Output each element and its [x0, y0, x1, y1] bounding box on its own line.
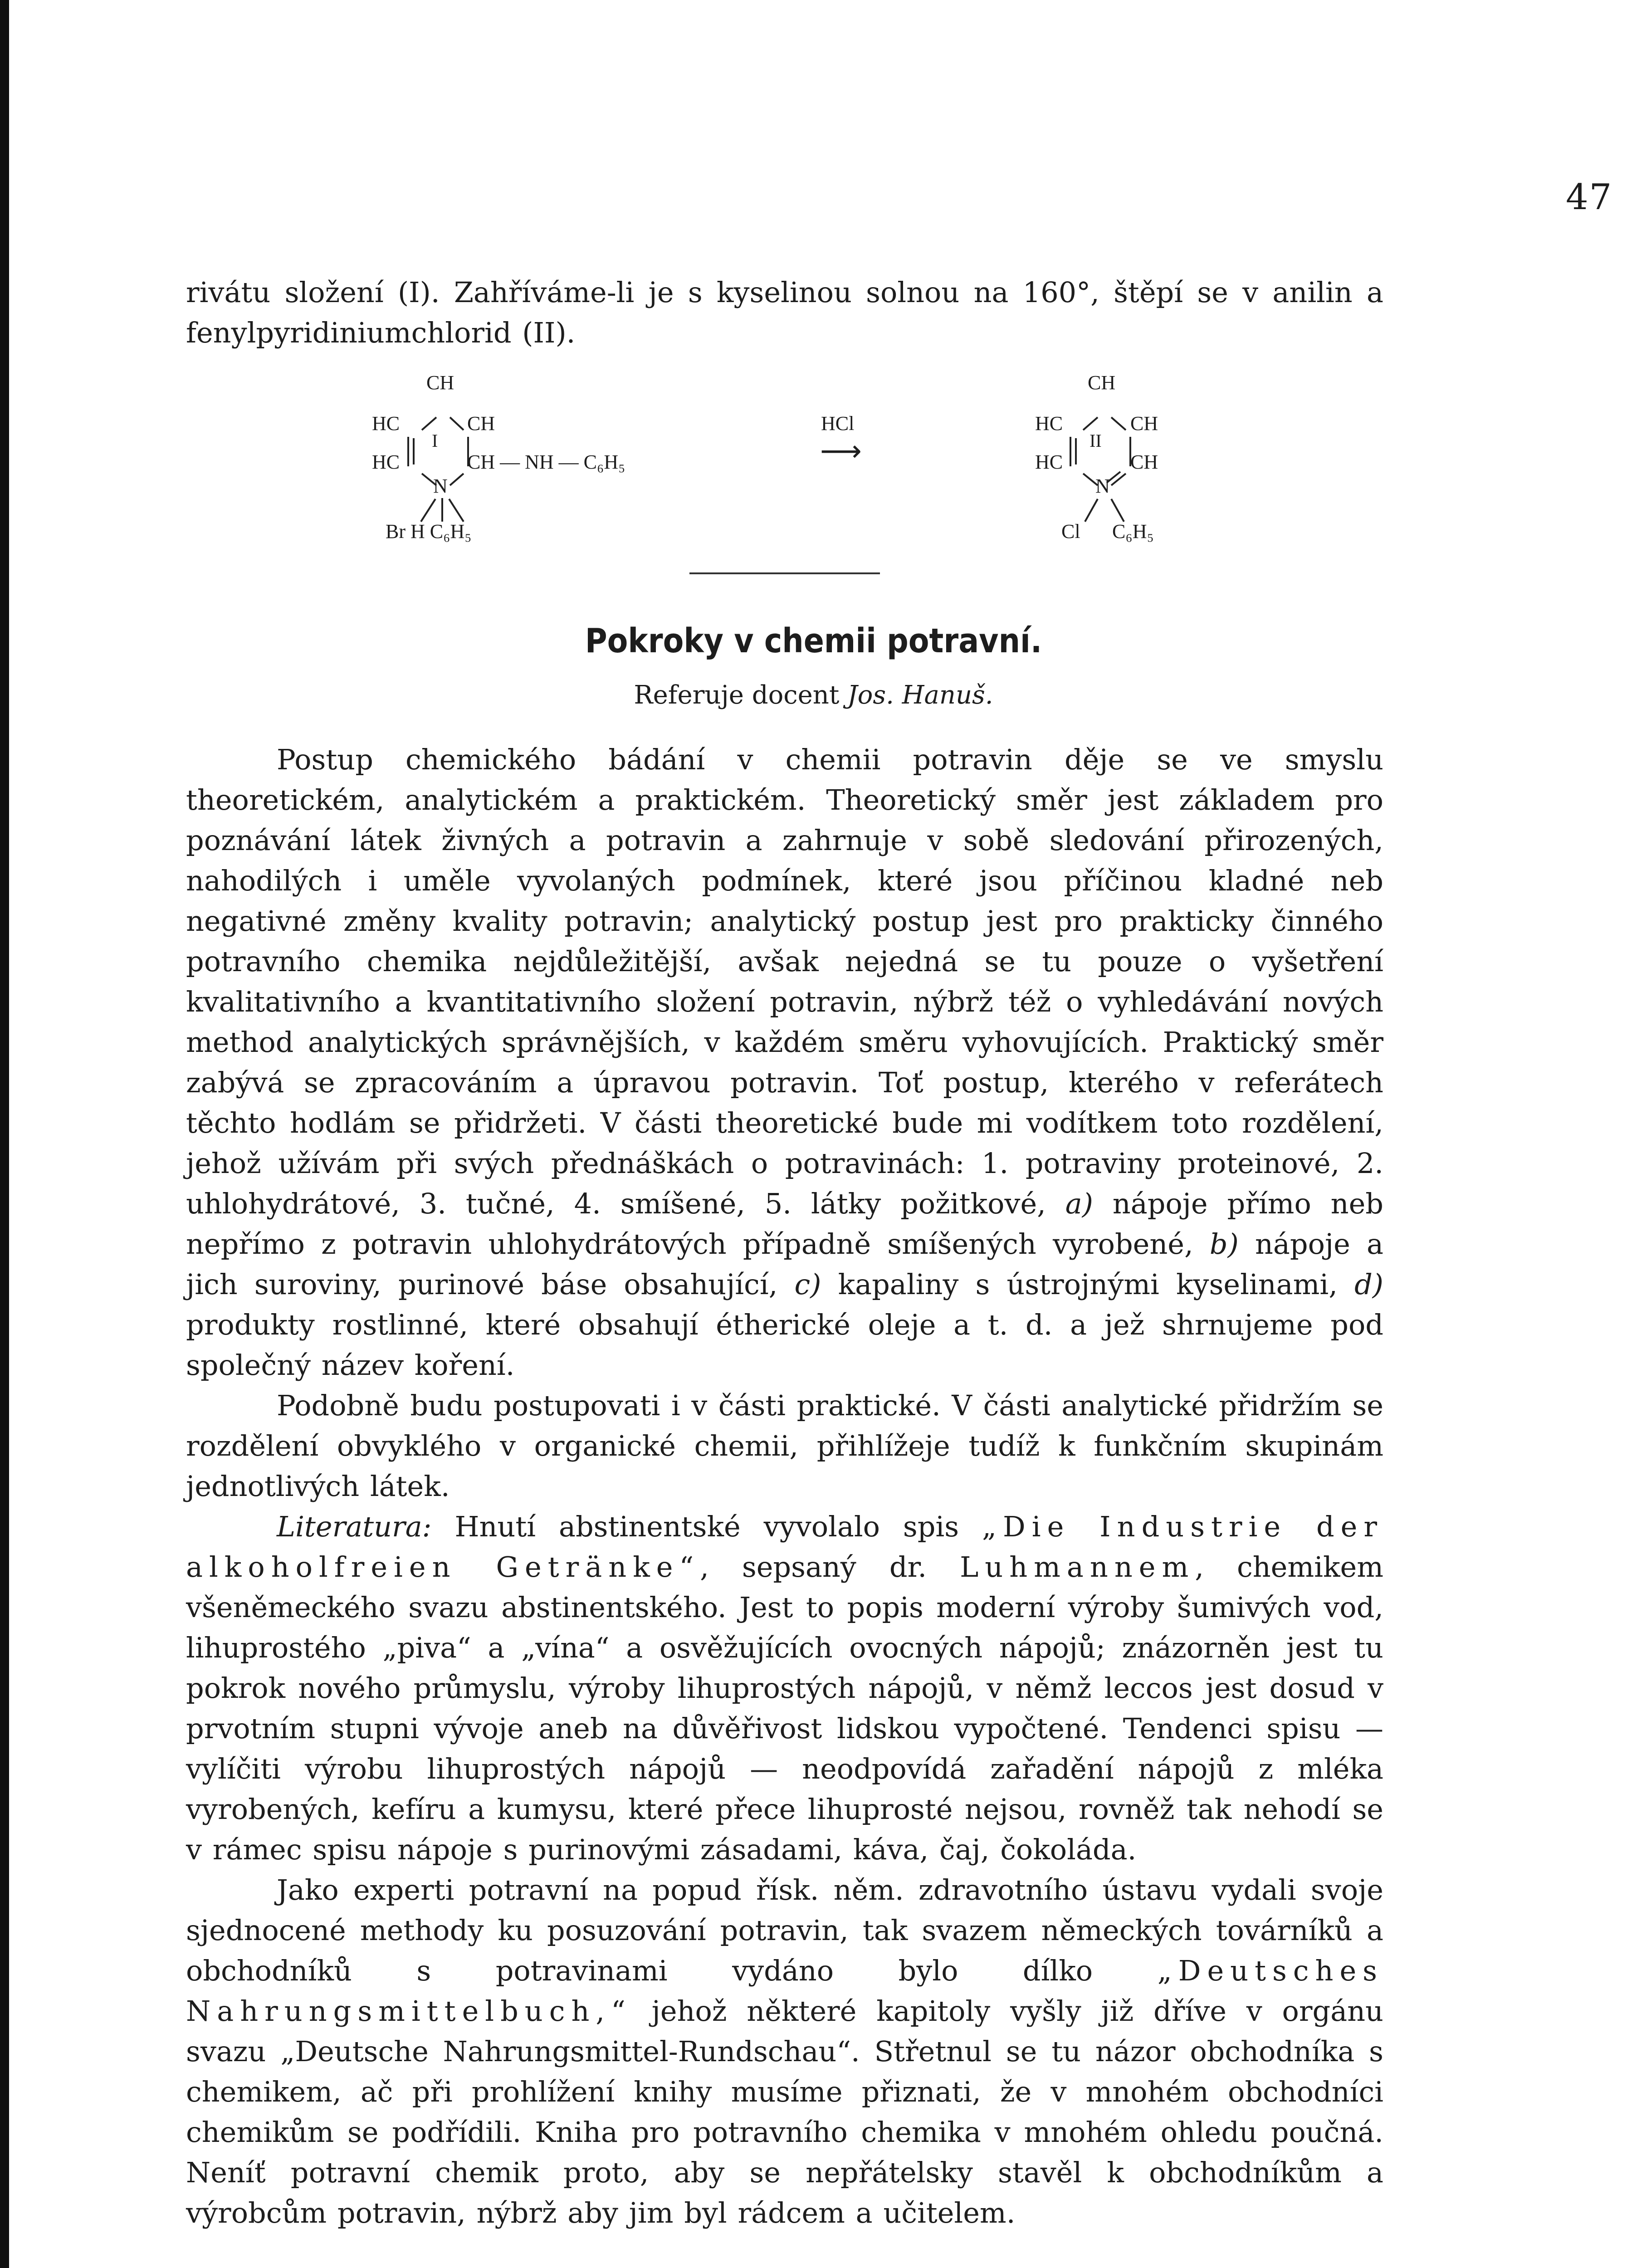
- p1-b-marker: b): [1209, 1227, 1239, 1261]
- p1-d-marker: d): [1354, 1268, 1383, 1301]
- paragraph-3: [186, 1506, 1383, 1870]
- ring-bonds: [0, 367, 1627, 557]
- ring-ii-ch-1: CH: [1130, 412, 1158, 435]
- reaction-arrow: ⟶: [820, 435, 862, 467]
- intro-paragraph: rivátu složení (I). Zahříváme-li je s kyselinou solnou na 160°, štěpí se v anilin a fenylpyridiniumchlorid (II).: [186, 276, 1383, 349]
- ring-i-hc-1: HC: [372, 412, 400, 435]
- reaction-scheme: [0, 367, 1627, 557]
- ring-i-ch-2: CH — NH — C₆H₅: [467, 451, 625, 473]
- scan-border-left: [0, 0, 9, 2268]
- p1-b-text: nápoje přímo neb nepřímo z potravin uhlohydrátových případně smíšených vyrobené,: [186, 1187, 1383, 1261]
- ring-i-bottom: Br H C₆H₅: [386, 520, 472, 543]
- author-name: Luhmannem: [960, 1550, 1195, 1584]
- p3-text-c: , chemikem všeněmeckého svazu abstinentského. Jest to popis moderní výroby šumivých vod, lihuprostého „piva“ a „vína“ a osvěžujících ovocných nápojů; znázorněn jest tu pokrok nového průmyslu, výroby lihuprostých nápojů, v němž leccos jest dosud v prvotním stupni vývoje aneb na důvěřivost lidskou vypočtené. Tendenci spisu — vylíčiti výrobu lihuprostých nápojů — neodpovídá zařadění nápojů z mléka vyrobených, kefíru a kumysu, které přece lihuprosté nejsou, rovněž tak nehodí se v rámec spisu nápoje s purinovými zásadami, káva, čaj, čokoláda.: [186, 1550, 1383, 1866]
- p1-text: Postup chemického bádání v chemii potravin děje se ve smyslu theoretickém, analytickém a praktickém. Theoretický směr jest základem pro poznávání látek živných a potravin a zahrnuje v sobě sledování přirozených, nahodilých i uměle vyvolaných podmínek, které jsou příčinou kladné neb negativné změny kvality potravin; analytický postup jest pro prakticky činného potravního chemika nejdůležitější, avšak nejedná se tu pouze o vyšetření kvalitativního a kvantitativního složení potravin, nýbrž též o vyhledávání nových method analytických správnějších, v každém směru vyhovujících. Praktický směr zabývá se zpracováním a úpravou potravin. Toť postup, kterého v referátech těchto hodlám se přidržeti. V části theoretické bude mi vodítkem toto rozdělení, jehož užívám při svých přednáškách o potravinách: 1. potraviny proteinové, 2. uhlohydrátové, 3. tučné, 4. smíšené, 5. látky požitkové,: [186, 743, 1383, 1220]
- article-body: [186, 739, 1383, 2233]
- reagent: HCl: [821, 412, 855, 435]
- p1-c-marker: c): [794, 1268, 821, 1301]
- ring-i-n: N: [433, 475, 448, 497]
- ring-ii-hc-1: HC: [1035, 412, 1063, 435]
- section-title: Pokroky v chemii potravní.: [585, 621, 1042, 660]
- ring-i-lines: [408, 417, 468, 522]
- ring-i-top: CH: [426, 371, 454, 394]
- ring-ii-top: CH: [1088, 371, 1116, 394]
- ring-i-ch-1: CH: [467, 412, 495, 435]
- p1-c-text: nápoje a jich suroviny, purinové báse obsahující,: [186, 1227, 1383, 1301]
- ring-ii-hc-2: HC: [1035, 451, 1063, 473]
- ring-i-label: I: [432, 430, 438, 451]
- paragraph-1: [186, 739, 1383, 1385]
- paragraph-4: [186, 1870, 1383, 2233]
- ring-ii-label: II: [1090, 430, 1102, 451]
- p1-a-marker: a): [1065, 1187, 1093, 1220]
- ring-ii-cl: Cl: [1061, 520, 1080, 543]
- paragraph-2: Podobně budu postupovati i v části praktické. V části analytické přidržím se rozdělení obvyklého v organické chemii, přihlížeje tudíž k funkčním skupinám jednotlivých látek.: [186, 1389, 1383, 1503]
- p3-text-b: , sepsaný dr.: [700, 1550, 927, 1584]
- literatura-label: Literatura:: [277, 1510, 432, 1543]
- p1-d-text: kapaliny s ústrojnými kyselinami,: [838, 1268, 1338, 1301]
- byline-author: Jos. Hanuš.: [847, 680, 993, 710]
- p1-end: produkty rostlinné, které obsahují étherické oleje a t. d. a jež shrnujeme pod společný název koření.: [186, 1308, 1383, 1382]
- ring-ii-ch-2: CH: [1130, 451, 1158, 473]
- p3-text-a: Hnutí abstinentské vyvolalo spis: [454, 1510, 959, 1543]
- ring-ii-phenyl: C₆H₅: [1112, 520, 1154, 543]
- book-title-1: „Die Industrie der alkoholfreien Getränke“: [186, 1510, 1383, 1584]
- book-title-2: „Deutsches Nahrungsmittelbuch,“: [186, 1954, 1383, 2028]
- ring-ii-n: N: [1095, 475, 1110, 497]
- ring-i-hc-2: HC: [372, 451, 400, 473]
- byline-text: Referuje docent: [634, 680, 840, 710]
- page-number: 47: [1566, 177, 1613, 218]
- section-divider: [689, 572, 880, 574]
- byline: [0, 680, 1627, 710]
- p4-text-b: jehož některé kapitoly vyšly již dříve v orgánu svazu „Deutsche Nahrungsmittel-Rundschau“. Střetnul se tu názor obchodníka s chemikem, ač při prohlížení knihy musíme přiznati, že v mnohém obchodníci chemikům se podřídili. Kniha pro potravního chemika v mnohém ohledu poučná. Neníť potravní chemik proto, aby se nepřátelsky stavěl k obchodníkům a výrobcům potravin, nýbrž aby jim byl rádcem a učitelem.: [186, 1994, 1383, 2229]
- p4-text-a: Jako experti potravní na popud řísk. něm. zdravotního ústavu vydali svoje sjednocené methody ku posuzování potravin, tak svazem německých továrníků a obchodníků s potravinami vydáno bylo dílko: [186, 1873, 1383, 1987]
